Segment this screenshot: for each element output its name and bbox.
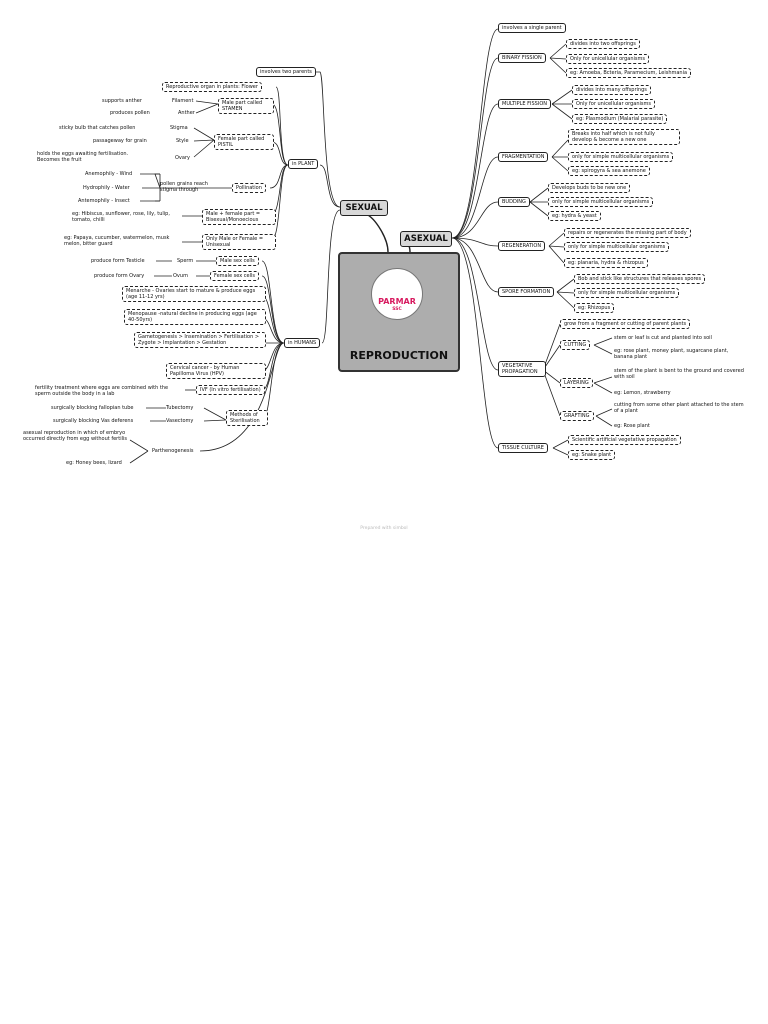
node-vegetative-grow[interactable]: grow from a fragment or cutting of parent plants	[560, 319, 690, 329]
node-stamen[interactable]: Male part called STAMEN	[218, 98, 274, 114]
node-pollination[interactable]: Pollination	[232, 183, 266, 193]
node-grafting[interactable]: GRAFTING	[560, 411, 594, 421]
desc-sperm: produce form Testicle	[91, 258, 145, 264]
node-stigma[interactable]: Stigma	[170, 125, 188, 131]
node-vegetative-propagation[interactable]: VEGETATIVE PROPAGATION	[498, 361, 546, 377]
node-budding-item-1[interactable]: Develops buds to be new one	[548, 183, 630, 193]
node-parthenogenesis[interactable]: Parthenogenesis	[152, 448, 194, 454]
node-reproductive-organ-flower[interactable]: Reproductive organ in plants: Flower	[162, 82, 262, 92]
node-multiple-fission-item-1[interactable]: divides into many offsprings	[572, 85, 651, 95]
desc-filament: supports anther	[102, 98, 142, 104]
logo-text: PARMAR	[378, 297, 416, 306]
branch-asexual[interactable]: ASEXUAL	[400, 231, 452, 247]
desc-tubectomy: surgically blocking fallopian tube	[51, 405, 134, 411]
node-in-humans[interactable]: in HUMANS	[284, 338, 320, 348]
node-spore-formation-item-1[interactable]: Bob and stick like structures that releases spores	[574, 274, 705, 284]
desc-unisexual-examples: eg: Papaya, cucumber, watermelon, musk melon, bitter guard	[64, 235, 170, 247]
node-multiple-fission[interactable]: MULTIPLE FISSION	[498, 99, 551, 109]
desc-bisexual-examples: eg: Hibiscus, sunflower, rose, lily, tulip, tomato, chilli	[72, 211, 170, 223]
node-anther[interactable]: Anther	[178, 110, 195, 116]
desc-parthenogenesis-examples: eg: Honey bees, lizard	[66, 460, 122, 466]
node-menarche[interactable]: Menarche - Ovaries start to mature & produce eggs (age 11-12 yrs)	[122, 286, 266, 302]
node-budding[interactable]: BUDDING	[498, 197, 530, 207]
node-involves-two-parents[interactable]: involves two parents	[256, 67, 316, 77]
node-multiple-fission-item-2[interactable]: Only for unicellular organisms	[572, 99, 655, 109]
node-binary-fission-item-3[interactable]: eg: Amoeba, Bcteria, Paramecium, Leishmania	[566, 68, 691, 78]
node-multiple-fission-item-3[interactable]: eg: Plasmodium (Malarial parasite)	[572, 114, 667, 124]
branch-sexual[interactable]: SEXUAL	[340, 200, 388, 216]
node-sperm[interactable]: Sperm	[177, 258, 194, 264]
node-pistil[interactable]: Female part called PISTIL	[214, 134, 274, 150]
desc-parthenogenesis: asexual reproduction in which of embryo occurred directly from egg without fertilis	[23, 430, 127, 442]
desc-ovary: holds the eggs awaiting fertilisation. Becomes the fruit	[37, 151, 129, 163]
desc-style: passageway for grain	[93, 138, 147, 144]
desc-cutting: stem or leaf is cut and planted into soil	[614, 335, 712, 341]
desc-layering-examples: eg: Lemon, strawberry	[614, 390, 671, 396]
parmar-ssc-logo	[371, 268, 423, 320]
node-methods-of-sterilisation[interactable]: Methods of Sterilisation	[226, 410, 268, 426]
desc-layering: stem of the plant is bent to the ground and covered with soil	[614, 368, 744, 380]
node-layering[interactable]: LAYERING	[560, 378, 593, 388]
node-style[interactable]: Style	[176, 138, 189, 144]
node-binary-fission[interactable]: BINARY FISSION	[498, 53, 546, 63]
node-involves-single-parent[interactable]: involves a single parent	[498, 23, 566, 33]
desc-ivf: fertility treatment where eggs are combined with the sperm outside the body in a lab	[35, 385, 169, 397]
node-cervical-cancer[interactable]: Cervical cancer - by Human Papilloma Virus (HPV)	[166, 363, 266, 379]
node-filament[interactable]: Filament	[172, 98, 194, 104]
node-spore-formation-item-2[interactable]: only for simple multicellular organisms	[574, 288, 679, 298]
node-menopause[interactable]: Menopause -natural decline in producing eggs (age 40-50yrs)	[124, 309, 266, 325]
footer-credit: Prepared with simbol	[360, 526, 408, 531]
desc-anther: produces pollen	[110, 110, 150, 116]
node-anemophily[interactable]: Anemophily - Wind	[85, 171, 133, 177]
node-fragmentation-item-2[interactable]: only for simple multicellular organisms	[568, 152, 673, 162]
central-topic-title: REPRODUCTION	[349, 349, 449, 362]
node-male-sex-cells[interactable]: Male sex cells	[216, 256, 259, 266]
node-regeneration-item-1[interactable]: repairs or regenerates the missing part of body	[564, 228, 691, 238]
node-ovum[interactable]: Ovum	[173, 273, 188, 279]
desc-grafting-examples: eg: Rose plant	[614, 423, 650, 429]
node-tissue-culture-item-2[interactable]: eg: Snake plant	[568, 450, 615, 460]
node-ivf[interactable]: IVF (In vitro fertilisation)	[196, 385, 265, 395]
node-spore-formation[interactable]: SPORE FORMATION	[498, 287, 554, 297]
node-budding-item-3[interactable]: eg: hydra & yeast	[548, 211, 601, 221]
logo-subtext: SSC	[392, 307, 402, 312]
node-pollen-reach[interactable]: pollen grains reach stigma through	[160, 181, 208, 193]
node-tissue-culture[interactable]: TISSUE CULTURE	[498, 443, 548, 453]
node-fragmentation-item-3[interactable]: eg: spirogyra & sea anemone	[568, 166, 650, 176]
node-hydrophily[interactable]: Hydrophily - Water	[83, 185, 130, 191]
node-cutting[interactable]: CUTTING	[560, 340, 590, 350]
node-reproduction-stages[interactable]: Gametogenesis > Insemination > Fertilisation > Zygote > Implantation > Gestation	[134, 332, 266, 348]
node-regeneration-item-2[interactable]: only for simple multicellular organisms	[564, 242, 669, 252]
node-fragmentation-item-1[interactable]: Breaks into half which is not fully develop & become a new one	[568, 129, 680, 145]
node-regeneration-item-3[interactable]: eg: planaria, hydra & rhizopus	[564, 258, 648, 268]
node-ovary[interactable]: Ovary	[175, 155, 190, 161]
node-vasectomy[interactable]: Vasectomy	[166, 418, 194, 424]
node-tubectomy[interactable]: Tubectomy	[166, 405, 194, 411]
node-in-plant[interactable]: in PLANT	[288, 159, 318, 169]
desc-cutting-examples: eg: rose plant, money plant, sugarcane plant, banana plant	[614, 348, 729, 360]
node-binary-fission-item-1[interactable]: divides into two offsprings	[566, 39, 640, 49]
desc-stigma: sticky bulb that catches pollen	[59, 125, 136, 131]
node-regeneration[interactable]: REGENERATION	[498, 241, 545, 251]
desc-ovum: produce form Ovary	[94, 273, 145, 279]
desc-vasectomy: surgically blocking Vas deferens	[53, 418, 134, 424]
node-bisexual[interactable]: Male + female part = Bisexual/Monoecious	[202, 209, 276, 225]
node-binary-fission-item-2[interactable]: Only for unicellular organisms	[566, 54, 649, 64]
node-spore-formation-item-3[interactable]: eg: Rhizopus	[574, 303, 614, 313]
desc-grafting: cutting from some other plant attached to the stem of a plant	[614, 402, 744, 414]
node-female-sex-cells[interactable]: Female sex cells	[210, 271, 259, 281]
node-fragmentation[interactable]: FRAGMENTATION	[498, 152, 548, 162]
node-budding-item-2[interactable]: only for simple multicellular organisms	[548, 197, 653, 207]
node-antemophily[interactable]: Antemophily - Insect	[78, 198, 130, 204]
node-tissue-culture-item-1[interactable]: Scientific artificial vegetative propagation	[568, 435, 681, 445]
node-unisexual[interactable]: Only Male or Female = Unisexual	[202, 234, 276, 250]
